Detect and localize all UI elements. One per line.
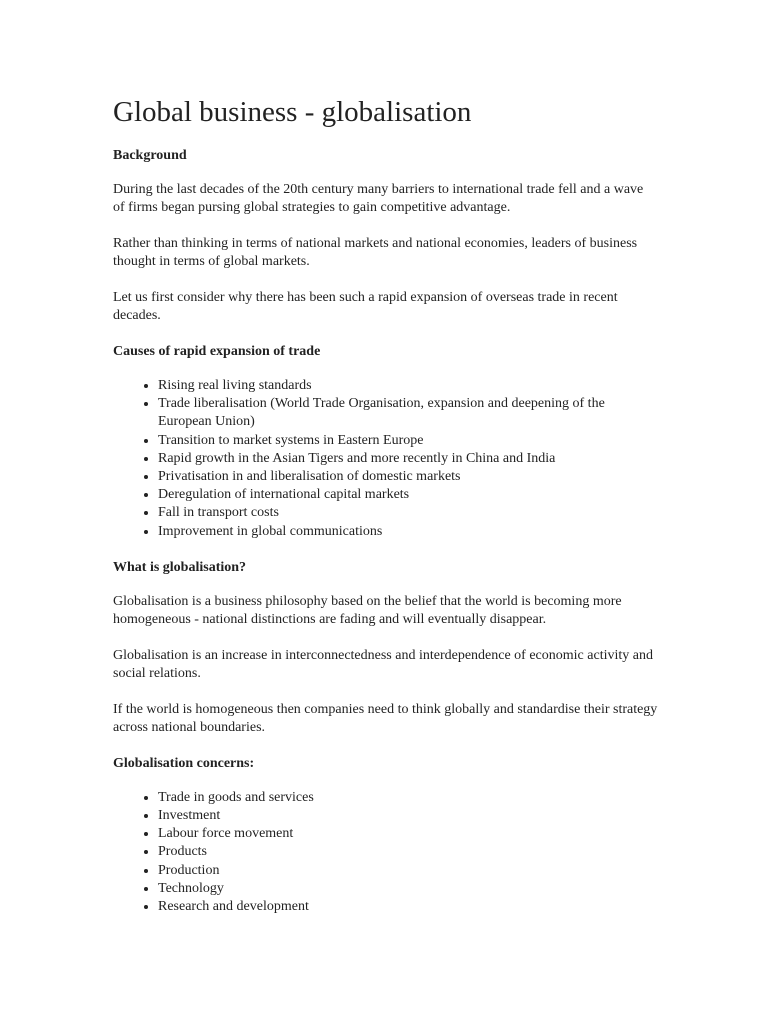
list-item: • Trade liberalisation (World Trade Organisation, expansion and deepening of the European Union) [158,395,658,431]
list-item: • Rising real living standards [158,377,658,395]
document-title: Global business - globalisation [113,96,472,128]
paragraph: Globalisation is an increase in interconnectedness and interdependence of economic activity and social relations. [113,647,653,681]
document-page [113,93,658,916]
paragraph: During the last decades of the 20th century many barriers to international trade fell and a wave of firms began pursing global strategies to gain competitive advantage. [113,182,644,215]
section-heading-background: Background [113,148,187,163]
paragraph: Rather than thinking in terms of national markets and national economies, leaders of business thought in terms of global markets. [113,236,638,269]
section-heading-concerns: Globalisation concerns: [113,755,255,771]
list-item: • Production [158,862,658,880]
list-item: • Improvement in global communications [158,523,658,541]
paragraph: Globalisation is a business philosophy based on the belief that the world is becoming more homogeneous - national distinctions are fading and will eventually disappear. [113,593,622,627]
paragraph: Let us first consider why there has been such a rapid expansion of overseas trade in recent decades. [113,290,618,323]
section-heading-what-is: What is globalisation? [113,559,247,575]
list-item: • Investment [158,807,658,825]
list-item: • Research and development [158,898,658,916]
list-item: • Technology [158,880,658,898]
concerns-list [113,789,658,916]
causes-list [113,377,658,541]
paragraph: If the world is homogeneous then companies need to think globally and standardise their strategy across national boundaries. [113,701,658,735]
list-item: • Fall in transport costs [158,504,658,522]
list-item: • Rapid growth in the Asian Tigers and more recently in China and India [158,450,658,468]
list-item: • Transition to market systems in Eastern Europe [158,432,658,450]
list-item: • Products [158,843,658,861]
list-item: • Privatisation in and liberalisation of domestic markets [158,468,658,486]
list-item: • Deregulation of international capital markets [158,486,658,504]
section-heading-causes: Causes of rapid expansion of trade [113,344,321,359]
list-item: • Trade in goods and services [158,789,658,807]
list-item: • Labour force movement [158,825,658,843]
